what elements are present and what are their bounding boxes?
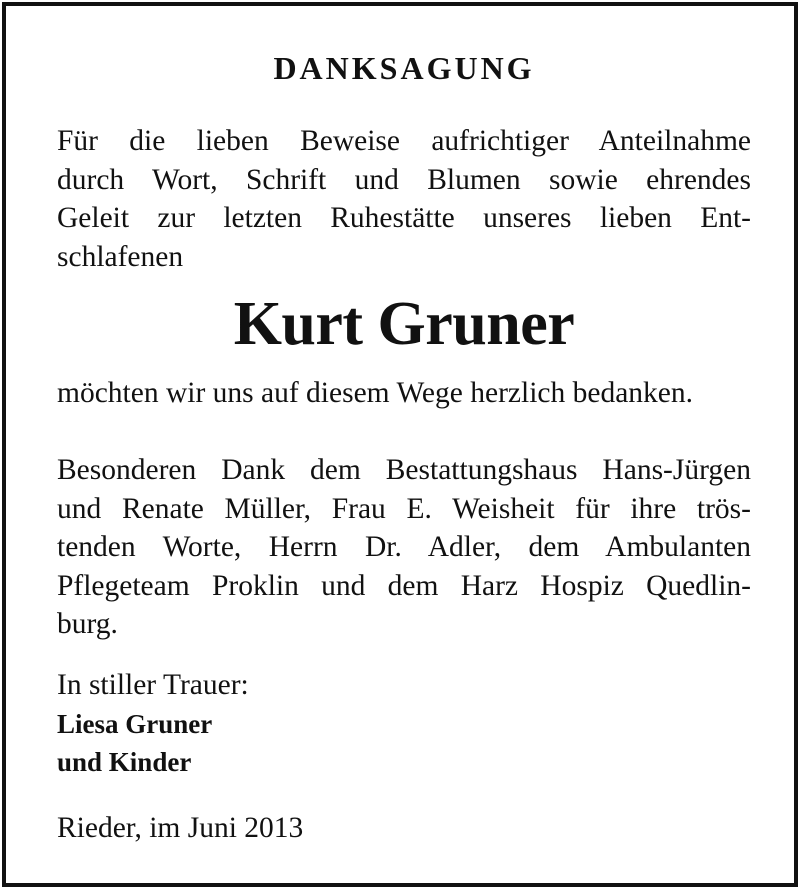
special-line: tenden Worte, Herrn Dr. Adler, dem Ambulanten: [57, 531, 751, 563]
thanks-paragraph: [57, 374, 751, 413]
mourning-label: In stiller Trauer:: [57, 669, 249, 701]
notice-frame: [2, 2, 798, 887]
intro-line: Geleit zur letzten Ruhestätte unseres lieben Ent-: [57, 202, 751, 234]
mourning-block: [57, 666, 751, 782]
place-date: Rieder, im Juni 2013: [57, 812, 304, 844]
thanks-line: möchten wir uns auf diesem Wege herzlich bedanken.: [57, 377, 694, 409]
intro-line: Für die lieben Beweise aufrichtiger Anteilnahme: [57, 125, 751, 157]
signer-name: Liesa Gruner: [57, 708, 213, 739]
intro-line: schlafenen: [57, 240, 184, 273]
special-line: Besonderen Dank dem Bestattungshaus Hans-Jürgen: [57, 454, 751, 486]
intro-paragraph: [57, 122, 751, 276]
signer-family: und Kinder: [57, 747, 192, 777]
special-line: und Renate Müller, Frau E. Weisheit für ihre trös-: [57, 492, 751, 525]
notice-title: DANKSAGUNG: [273, 50, 535, 86]
deceased-name: Kurt Gruner: [233, 290, 575, 358]
intro-line: durch Wort, Schrift und Blumen sowie ehrendes: [57, 163, 751, 196]
special-thanks-paragraph: [57, 451, 751, 644]
special-line: Pflegeteam Proklin und dem Harz Hospiz Quedlin-: [57, 569, 751, 602]
special-line: burg.: [57, 608, 118, 640]
